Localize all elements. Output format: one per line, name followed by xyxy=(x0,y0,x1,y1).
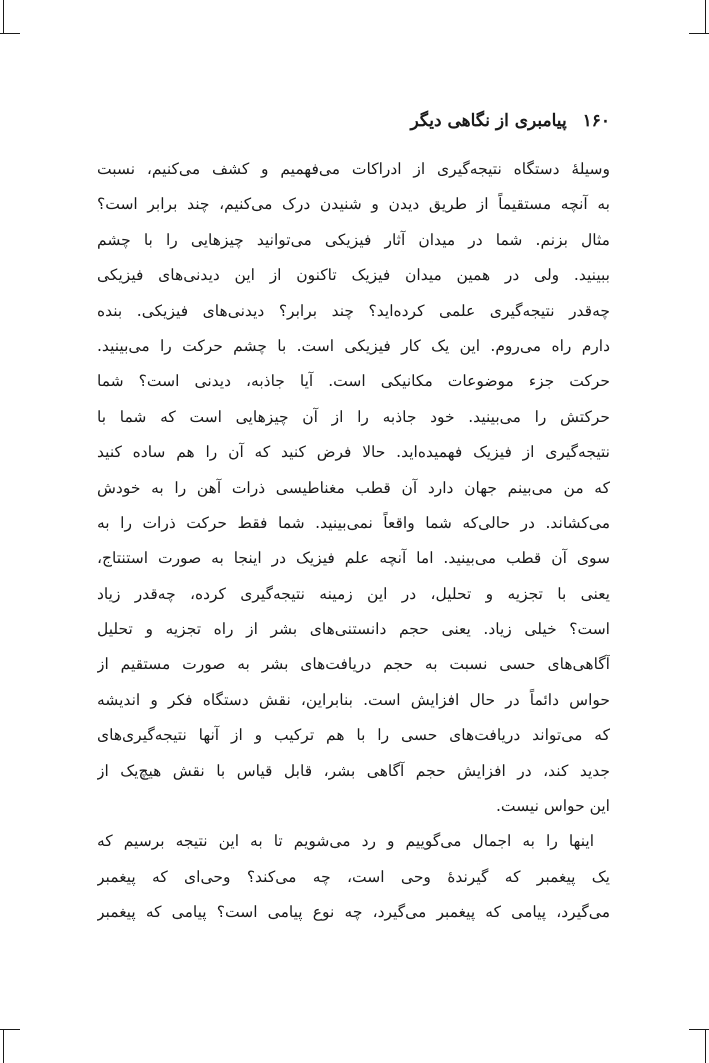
crop-mark-bottom-left-vertical xyxy=(3,1029,4,1063)
text-line: وسیلهٔ دستگاه نتیجه‌گیری از ادراکات می‌فهمیم و کشف می‌کنیم، نسبت xyxy=(97,160,610,178)
paragraph-2 xyxy=(97,824,610,930)
text-line: که من می‌بینم جهان دارد آن قطب مغناطیسی ذرات آهن را به خودش xyxy=(97,478,610,497)
text-line: حرکتش را می‌بینید. خود جاذبه را از آن چیزهایی است که شما با xyxy=(97,407,610,426)
crop-mark-bottom-right-horizontal xyxy=(689,1029,709,1030)
text-line: دارم راه می‌روم. این یک کار فیزیکی است. با چشم حرکت را می‌بینید. xyxy=(97,336,610,355)
text-line: آگاهی‌های حسی نسبت به حجم دریافت‌های بشر به صورت مستقیم از xyxy=(97,655,610,674)
text-line: حواس دائماً در حال افزایش است. بنابراین، نقش دستگاه فکر و اندیشه xyxy=(97,690,610,709)
text-line: می‌گیرد، پیامی که پیغمبر می‌گیرد، چه نوع پیامی است؟ پیامی که پیغمبر xyxy=(97,903,610,922)
text-line: ببینید. ولی در همین میدان فیزیک تاکنون از این دیدنی‌های فیزیکی xyxy=(97,266,610,285)
body-text xyxy=(97,152,610,931)
page-number: ۱۶۰ xyxy=(582,111,610,131)
running-title: پیامبری از نگاهی دیگر xyxy=(410,111,567,131)
text-line: می‌کشاند. در حالی‌که شما واقعاً نمی‌بینید. شما فقط حرکت ذرات را به xyxy=(97,513,610,532)
crop-mark-top-right-horizontal xyxy=(689,33,709,34)
text-line: به آنچه مستقیماً از طریق دیدن و شنیدن درک می‌کنیم، چند برابر است؟ xyxy=(97,195,610,214)
paragraph-1 xyxy=(97,152,610,824)
crop-mark-top-left-vertical xyxy=(3,0,4,34)
text-line: سوی آن قطب می‌بینید. اما آنچه علم فیزیک در اینجا به صورت استنتاج، xyxy=(97,549,610,568)
text-line: نتیجه‌گیری از فیزیک فهمیده‌اید. حالا فرض کنید که آن را هم ساده کنید xyxy=(97,443,610,462)
crop-mark-top-left-horizontal xyxy=(0,33,20,34)
text-line: مثال بزنم. شما در میدان آثار فیزیکی می‌توانید چیزهایی را با چشم xyxy=(97,230,610,249)
text-line: یک پیغمبر که گیرندهٔ وحی است، چه می‌کند؟ وحی‌ای که پیغمبر xyxy=(97,867,610,886)
crop-mark-bottom-right-vertical xyxy=(705,1029,706,1063)
text-line: اینها را به اجمال می‌گوییم و رد می‌شویم تا به این نتیجه برسیم که xyxy=(97,832,594,851)
running-header xyxy=(411,111,610,131)
text-line: این حواس نیست. xyxy=(495,797,610,816)
text-line: است؟ خیلی زیاد. یعنی حجم دانستنی‌های بشر از راه تجزیه و تحلیل xyxy=(97,620,610,639)
text-line: جدید کند، در افزایش حجم آگاهی بشر، قابل قیاس با نقش هیچ‌یک از xyxy=(97,761,610,780)
crop-mark-bottom-left-horizontal xyxy=(0,1029,20,1030)
text-line: حرکت جزء موضوعات مکانیکی است. آیا جاذبه، دیدنی است؟ شما xyxy=(97,372,610,391)
text-line: چه‌قدر نتیجه‌گیری علمی کرده‌اید؟ چند برابر؟ دیدنی‌های فیزیکی. بنده xyxy=(97,301,610,320)
crop-mark-top-right-vertical xyxy=(705,0,706,34)
text-line: که می‌تواند دریافت‌های حسی را با هم ترکیب و از آنها نتیجه‌گیری‌های xyxy=(97,726,610,745)
text-line: یعنی با تجزیه و تحلیل، در این زمینه نتیجه‌گیری کرده، چه‌قدر زیاد xyxy=(97,584,610,603)
